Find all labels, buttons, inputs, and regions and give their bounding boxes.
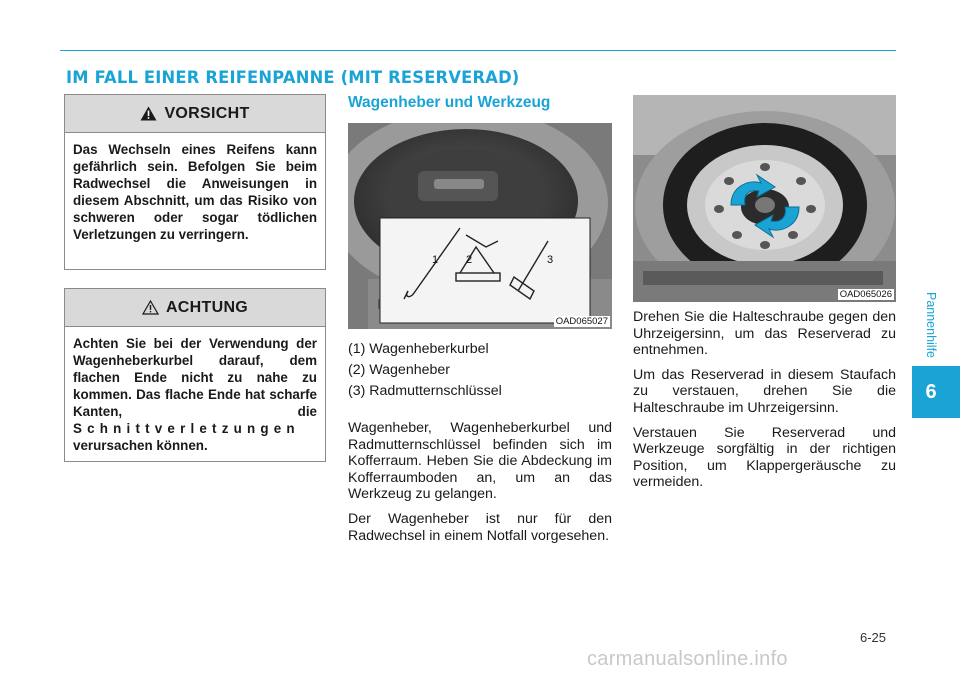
spare-wheel-illustration	[633, 95, 896, 302]
attention-box	[64, 288, 326, 462]
spare-wheel-photo	[633, 95, 896, 302]
tools-paragraph-1: Wagenheber, Wagenheberkurbel und Radmutternschlüssel befinden sich im Kofferraum. Heben Sie die Abdeckung im Kofferraumboden an, um an das Werkzeug zu gelangen.	[348, 420, 612, 503]
tools-paragraph-2: Der Wagenheber ist nur für den Radwechsel in einem Notfall vorgesehen.	[348, 510, 612, 544]
chapter-number: 6	[925, 381, 937, 403]
tools-list-item-3: (3) Radmutternschlüssel	[348, 383, 502, 399]
caution-text: Das Wechseln eines Reifens kann gefährlich sein. Befolgen Sie beim Radwechsel die Anweisungen in diesem Abschnitt, um das Risiko von schweren oder sogar tödlichen Verletzungen zu verringern.	[73, 142, 317, 242]
tools-photo-illustration	[348, 123, 612, 329]
caution-header	[65, 95, 325, 133]
caution-box	[64, 94, 326, 270]
top-rule	[60, 50, 896, 51]
section-title: IM FALL EINER REIFENPANNE (MIT RESERVERAD)	[66, 68, 520, 88]
spare-paragraph-1: Drehen Sie die Halteschraube gegen den Uhrzeigersinn, um das Reserverad zu entnehmen.	[633, 309, 896, 359]
attention-header	[65, 289, 325, 327]
chapter-side-label-text: Pannenhilfe	[924, 291, 938, 359]
tools-image-code: OAD065027	[555, 316, 608, 327]
callout-1: 1	[432, 254, 439, 266]
spare-image-code: OAD065026	[839, 289, 892, 300]
warning-outline-icon	[142, 300, 159, 315]
watermark: carmanualsonline.info	[587, 648, 788, 670]
chapter-tab	[912, 366, 960, 418]
spare-text	[633, 309, 896, 499]
tools-heading: Wagenheber und Werkzeug	[348, 94, 551, 111]
tools-photo	[348, 123, 612, 329]
attention-text-part2: verursachen können.	[73, 438, 208, 453]
attention-text-part1: Achten Sie bei der Verwendung der Wagenheberkurbel darauf, dem flachen Ende nicht zu nahe zu kommen. Das flache Ende hat scharfe Kanten, die	[73, 336, 317, 419]
tools-list-item-2: (2) Wagenheber	[348, 362, 450, 378]
caution-label: VORSICHT	[164, 104, 250, 122]
chapter-side-label	[922, 285, 940, 365]
spare-paragraph-2: Um das Reserverad in diesem Staufach zu verstauen, drehen Sie die Halteschraube im Uhrzeigersinn.	[633, 366, 896, 416]
warning-filled-icon	[140, 106, 157, 121]
attention-text-spaced: Schnittverletzungen	[73, 421, 300, 436]
callout-3: 3	[547, 254, 554, 266]
attention-label: ACHTUNG	[165, 298, 249, 316]
tools-text	[348, 339, 612, 552]
spare-paragraph-3: Verstauen Sie Reserverad und Werkzeuge sorgfältig in der richtigen Position, um Klappergeräusche zu vermeiden.	[633, 424, 896, 491]
callout-2: 2	[466, 254, 473, 266]
tools-list-item-1: (1) Wagenheberkurbel	[348, 341, 489, 357]
attention-text	[65, 327, 325, 464]
page-number: 6-25	[860, 630, 887, 645]
